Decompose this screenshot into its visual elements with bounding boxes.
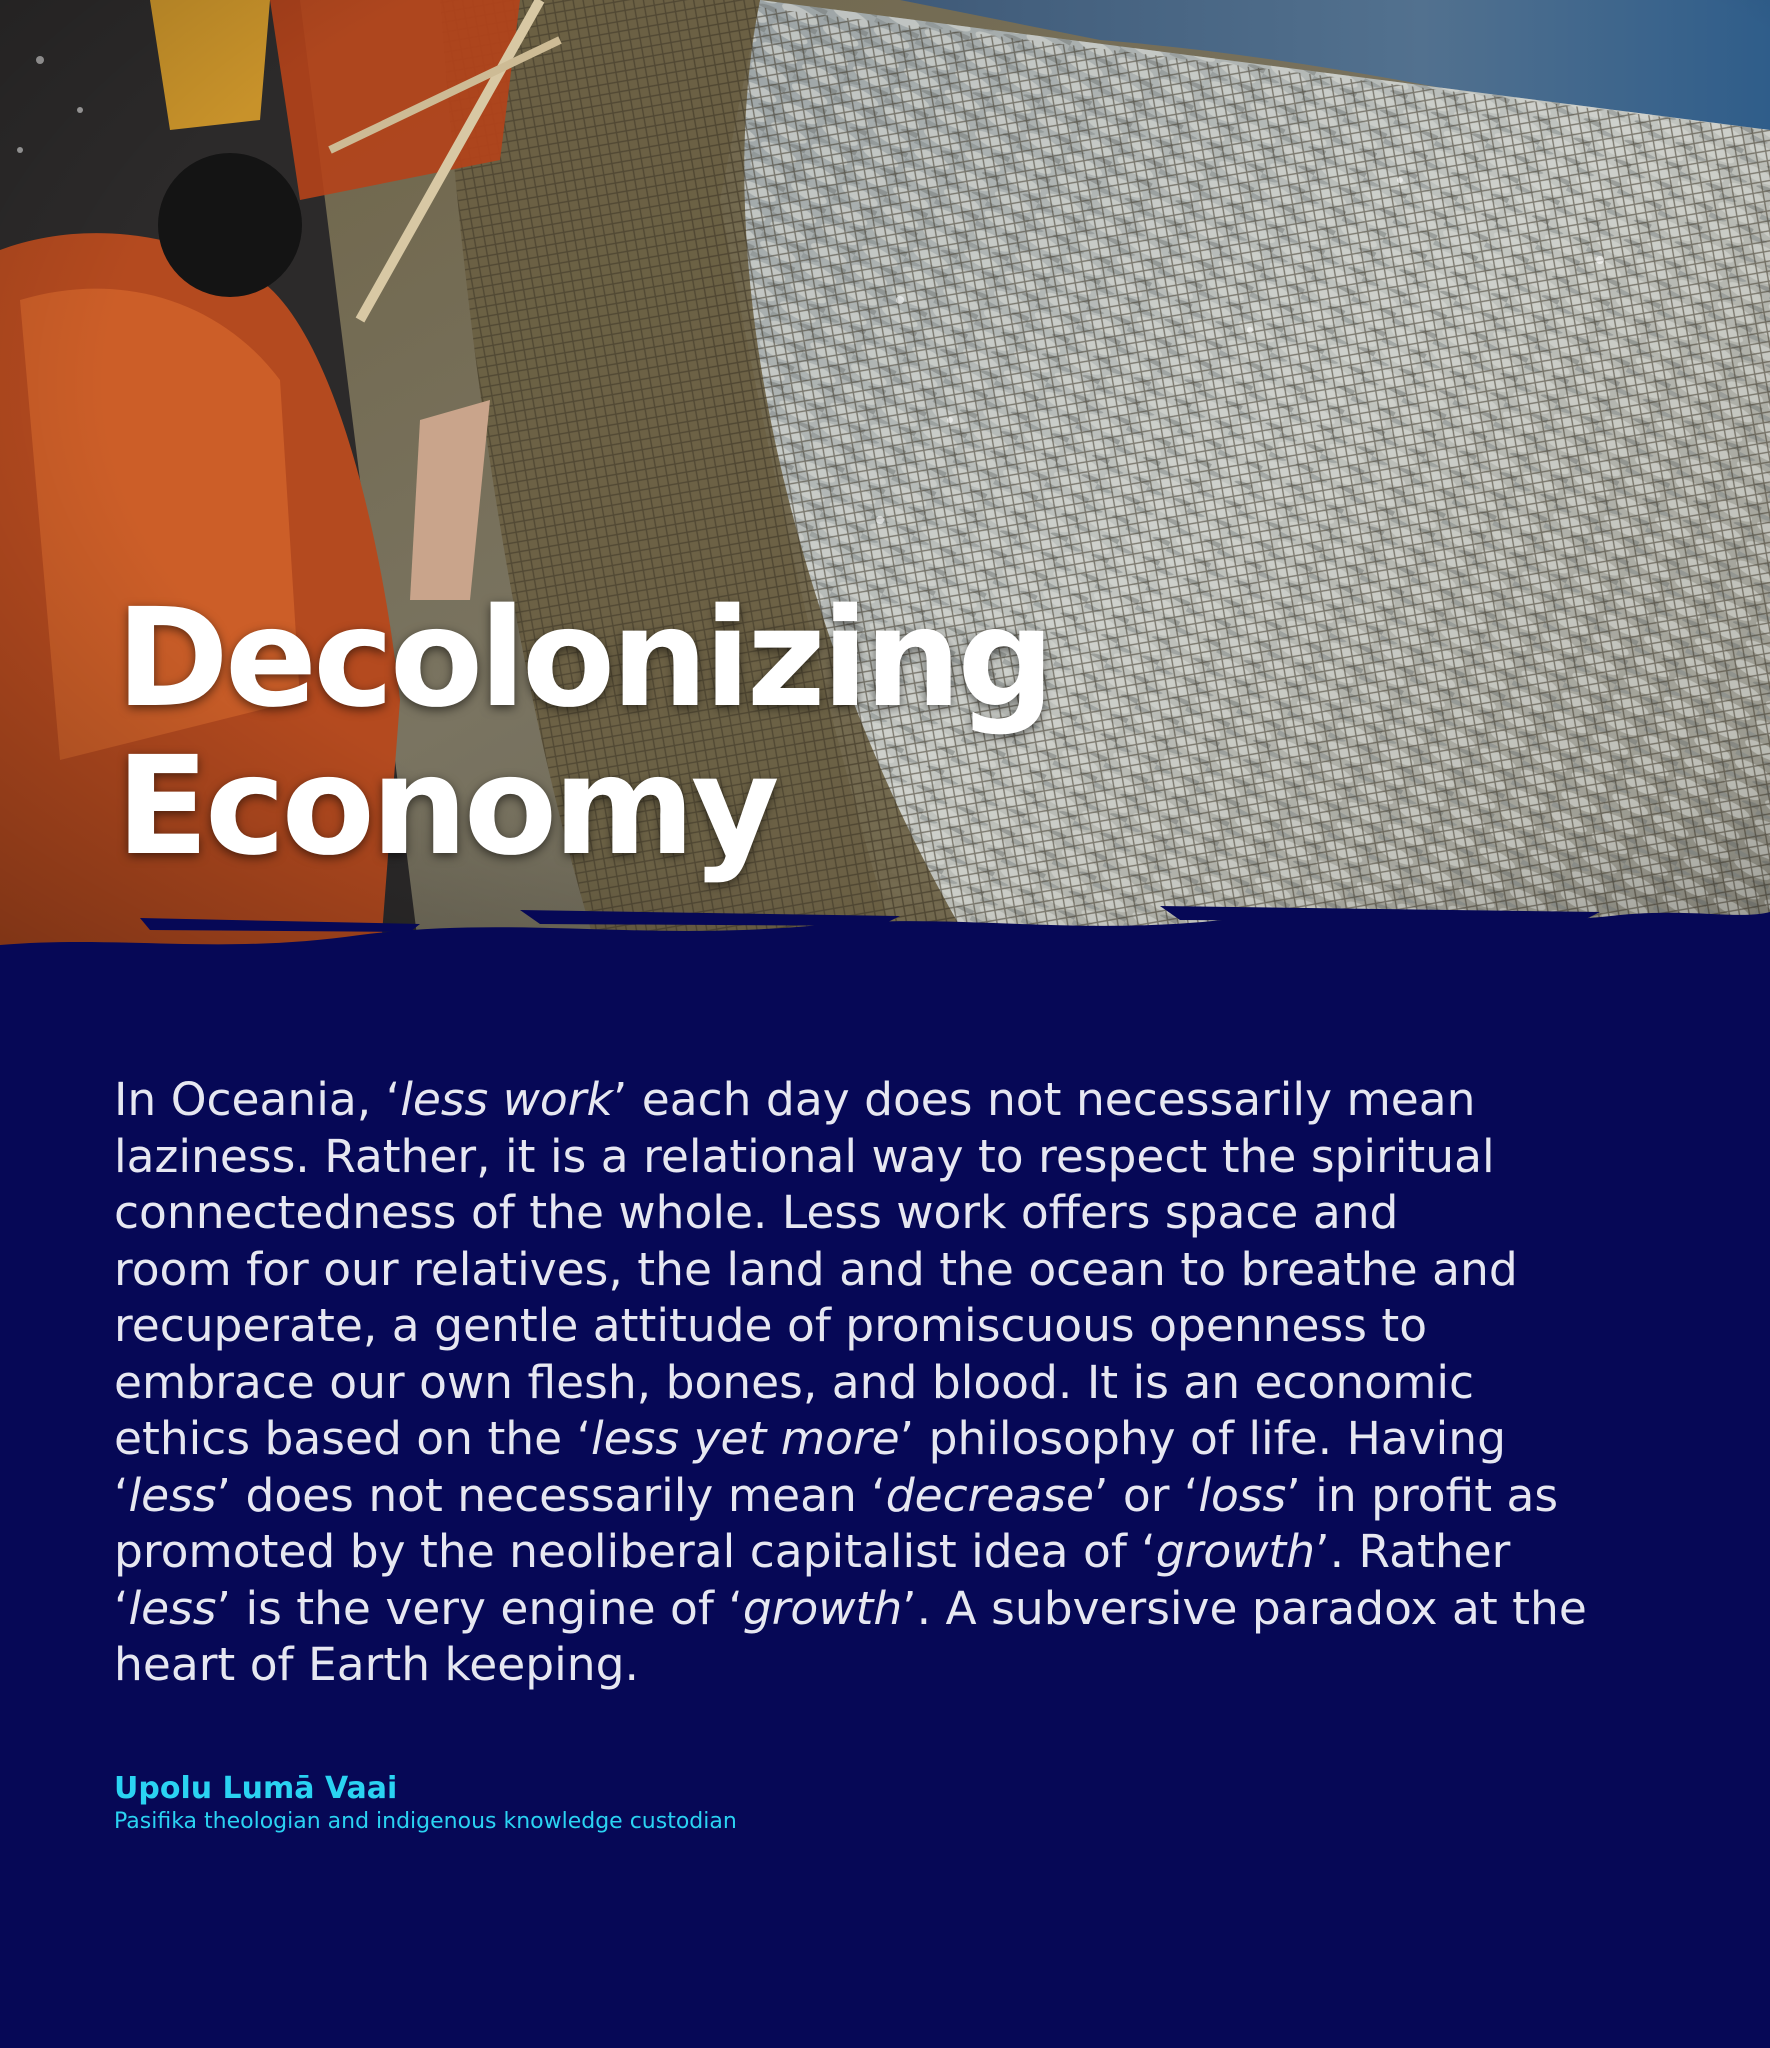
author-credit xyxy=(114,1770,737,1836)
quote-body xyxy=(114,1072,1724,1694)
quote-text: ’ in profit as xyxy=(1286,1468,1559,1522)
quote-line: heart of Earth keeping. xyxy=(114,1638,639,1691)
quote-text: ’ philosophy of life. Having xyxy=(899,1412,1506,1465)
quote-line: recuperate, a gentle attitude of promiscuous openness to xyxy=(114,1299,1428,1352)
quote-text: ’ or ‘ xyxy=(1093,1468,1199,1522)
quote-text: ethics based on the ‘ xyxy=(114,1412,592,1465)
quote-line: embrace our own flesh, bones, and blood. It is an economic xyxy=(114,1355,1475,1409)
quote-emphasis: less xyxy=(128,1468,217,1522)
quote-text: promoted by the neoliberal capitalist idea of ‘ xyxy=(114,1525,1156,1578)
quote-line: room for our relatives, the land and the ocean to breathe and xyxy=(114,1242,1518,1296)
quote-line xyxy=(114,1411,1724,1468)
quote-line: laziness. Rather, it is a relational way to respect the spiritual xyxy=(114,1129,1495,1183)
quote-text: ’ is the very engine of ‘ xyxy=(216,1581,743,1635)
quote-line xyxy=(114,1581,1724,1638)
quote-text: ’ each day does not necessarily mean xyxy=(612,1073,1476,1126)
quote-emphasis: loss xyxy=(1198,1468,1287,1522)
quote-emphasis: growth xyxy=(742,1581,903,1635)
page-title xyxy=(116,580,1051,886)
quote-emphasis: less xyxy=(128,1581,217,1635)
quote-line xyxy=(114,1072,1724,1129)
quote-line xyxy=(114,1524,1724,1581)
author-name: Upolu Lumā Vaai xyxy=(114,1771,398,1806)
quote-emphasis: less yet more xyxy=(591,1412,900,1465)
quote-line: connectedness of the whole. Less work offers space and xyxy=(114,1186,1399,1239)
quote-line xyxy=(114,1468,1724,1525)
quote-text: In Oceania, ‘ xyxy=(114,1073,401,1126)
quote-text: ’. Rather xyxy=(1315,1525,1511,1578)
title-line-1: Decolonizing xyxy=(116,580,1051,738)
quote-text: ’ does not necessarily mean ‘ xyxy=(216,1468,886,1522)
quote-text: ’. A subversive paradox at the xyxy=(902,1581,1587,1635)
quote-emphasis: growth xyxy=(1155,1525,1316,1578)
quote-text: ‘ xyxy=(114,1468,129,1522)
quote-text: ‘ xyxy=(114,1581,129,1635)
author-role: Pasifika theologian and indigenous knowledge custodian xyxy=(114,1809,737,1834)
quote-emphasis: decrease xyxy=(885,1468,1094,1522)
quote-emphasis: less work xyxy=(400,1073,613,1126)
title-line-2: Economy xyxy=(116,728,776,886)
